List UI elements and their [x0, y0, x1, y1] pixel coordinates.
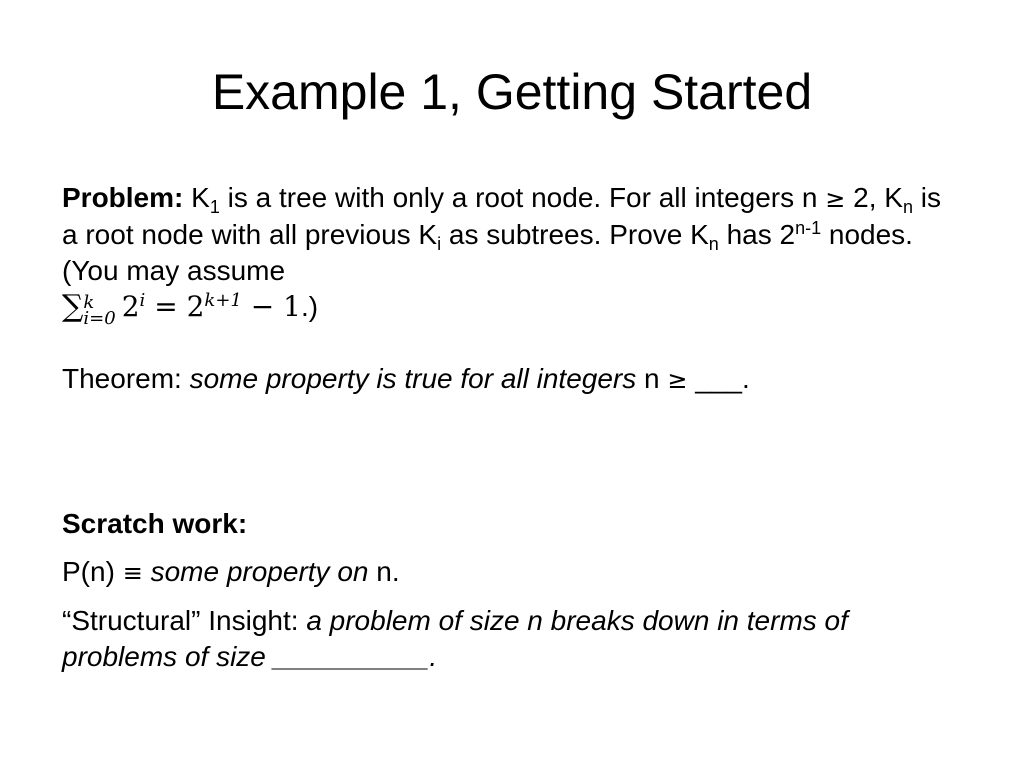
- problem-k: K: [191, 182, 210, 213]
- problem-paragraph: [62, 180, 962, 327]
- problem-n-sub: n: [902, 197, 913, 217]
- equiv-symbol: ≡: [122, 559, 143, 587]
- problem-text-4: as subtrees. Prove K: [441, 219, 709, 250]
- problem-n-sub-2: n: [708, 234, 719, 254]
- property-suffix: n.: [368, 556, 400, 587]
- sum-equals: =: [145, 290, 187, 323]
- sum-minus-one: − 1: [241, 290, 301, 323]
- problem-label: Problem:: [62, 182, 184, 213]
- property-prefix: P(n): [62, 556, 123, 587]
- sigma-symbol: ∑: [62, 289, 84, 324]
- sum-formula: [62, 289, 301, 329]
- theorem-n: n: [636, 363, 668, 394]
- property-italic: some property on: [142, 556, 369, 587]
- problem-exp: n-1: [795, 218, 822, 238]
- sum-limits: [83, 292, 116, 329]
- scratch-label: Scratch work:: [62, 508, 248, 539]
- slide-body: [62, 180, 962, 675]
- sum-base: 2: [121, 290, 140, 323]
- property-definition: [62, 554, 962, 591]
- problem-k-sub-1: 1: [209, 197, 220, 217]
- problem-text-3: is a root node with all previous K: [62, 182, 941, 250]
- slide-title: Example 1, Getting Started: [211, 64, 813, 120]
- sum-lower-limit: i=0: [83, 308, 116, 329]
- sum-rhs-base: 2: [186, 290, 205, 323]
- theorem-italic: some property is true for all integers: [189, 363, 637, 394]
- problem-geq-symbol: ≥: [825, 185, 846, 213]
- theorem-geq-symbol: ≥: [667, 366, 688, 394]
- insight-prefix: “Structural” Insight:: [62, 605, 307, 636]
- problem-text-2: 2, K: [845, 182, 903, 213]
- sum-rhs-exp: k+1: [204, 290, 242, 311]
- sum-close: .): [300, 291, 319, 322]
- theorem-blank: ___.: [687, 363, 750, 394]
- insight-italic: a problem of size n breaks down in terms of problems of size __________.: [62, 605, 848, 672]
- problem-text-5: has 2: [718, 219, 796, 250]
- theorem-paragraph: [62, 361, 962, 398]
- problem-text-1: is a tree with only a root node. For all integers n: [219, 182, 826, 213]
- problem-i-sub: i: [437, 234, 442, 254]
- theorem-label: Theorem:: [62, 363, 190, 394]
- sum-upper-limit: k: [83, 292, 95, 313]
- problem-text-6: nodes. (You may assume: [62, 219, 913, 286]
- sum-base-exp: i: [139, 290, 146, 311]
- structural-insight: [62, 603, 962, 675]
